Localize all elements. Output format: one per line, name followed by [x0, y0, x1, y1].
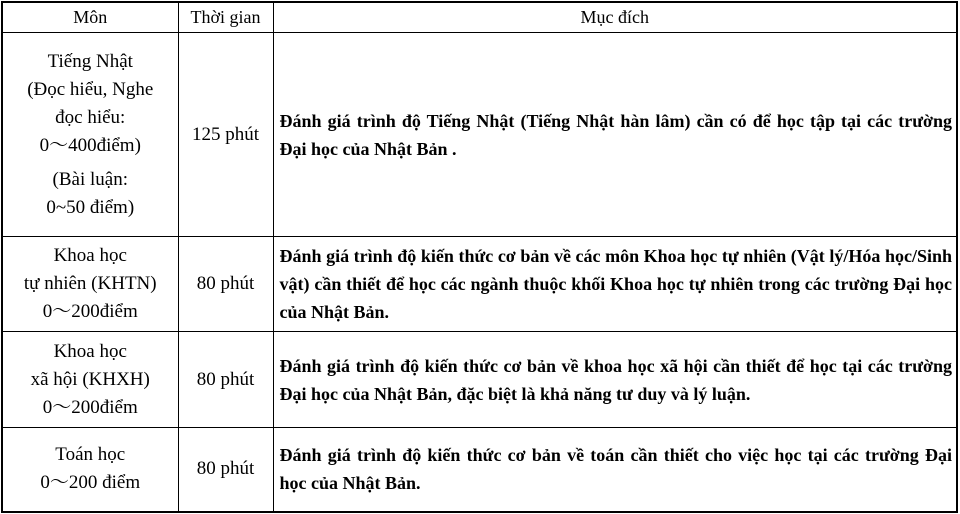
subject-line: tự nhiên (KHTN)	[23, 273, 157, 294]
subject-line: đọc hiểu:	[55, 106, 126, 128]
subject-line: xã hội (KHXH)	[30, 368, 150, 390]
exam-subjects-table	[1, 1, 958, 513]
time-cell: 125 phút	[178, 33, 273, 237]
subject-line: Khoa học	[53, 245, 127, 266]
purpose-cell: Đánh giá trình độ kiến thức cơ bản về các môn Khoa học tự nhiên (Vật lý/Hóa học/Sinh vật) cần thiết để học các ngành thuộc khối Khoa học tự nhiên trong các trường Đại học của Nhật Bản.	[273, 237, 957, 332]
table-header-row	[2, 2, 957, 33]
subject-line: Khoa học	[53, 340, 127, 362]
subject-line: Toán học	[55, 444, 126, 466]
subject-line: 0～200 điểm	[40, 472, 141, 494]
subject-line: (Đọc hiểu, Nghe	[27, 78, 154, 100]
subject-cell	[2, 33, 178, 237]
exam-table-container	[1, 1, 958, 512]
subject-line: (Bài luận:	[52, 168, 128, 190]
header-purpose: Mục đích	[273, 2, 957, 33]
table-row-social-science	[2, 332, 957, 428]
header-subject: Môn	[2, 2, 178, 33]
subject-cell	[2, 332, 178, 428]
table-row-japanese	[2, 33, 957, 237]
table-row-math	[2, 428, 957, 512]
subject-line: 0～400điểm)	[39, 134, 141, 156]
purpose-cell: Đánh giá trình độ kiến thức cơ bản về khoa học xã hội cần thiết để học tại các trường Đại học của Nhật Bản, đặc biệt là khả năng tư duy và lý luận.	[273, 332, 957, 428]
time-cell: 80 phút	[178, 332, 273, 428]
subject-line: Tiếng Nhật	[47, 50, 133, 72]
purpose-cell: Đánh giá trình độ kiến thức cơ bản về toán cần thiết cho việc học tại các trường Đại học của Nhật Bản.	[273, 428, 957, 512]
time-cell: 80 phút	[178, 428, 273, 512]
purpose-cell: Đánh giá trình độ Tiếng Nhật (Tiếng Nhật hàn lâm) cần có để học tập tại các trường Đại học của Nhật Bản .	[273, 33, 957, 237]
subject-line: 0~50 điểm)	[46, 196, 135, 218]
subject-line: 0～200điểm	[42, 301, 138, 322]
header-time: Thời gian	[178, 2, 273, 33]
subject-cell	[2, 428, 178, 512]
subject-cell	[2, 237, 178, 332]
time-cell: 80 phút	[178, 237, 273, 332]
subject-line: 0～200điểm	[42, 396, 138, 418]
table-row-natural-science	[2, 237, 957, 332]
